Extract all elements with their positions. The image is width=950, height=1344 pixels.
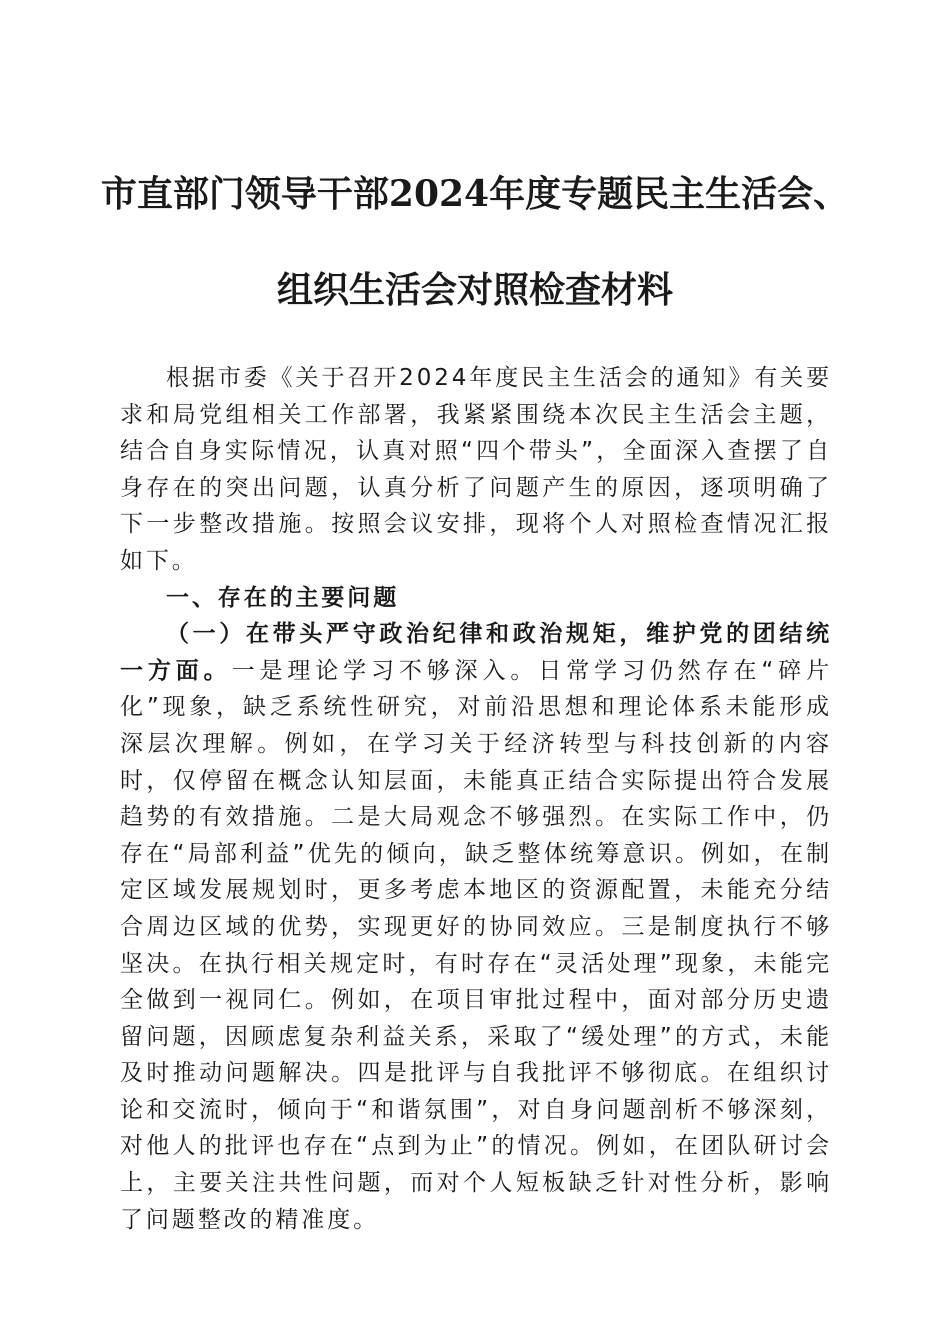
subsection-heading: （一）在带头严守政治纪律和政治规矩，维护党的团结统一方面。 — [120, 621, 832, 684]
document-title-line-1: 市直部门领导干部2024年度专题民主生活会、 — [100, 173, 850, 215]
section-heading: 一、存在的主要问题 — [166, 584, 400, 611]
subsection-paragraph — [120, 616, 832, 1238]
intro-paragraph: 根据市委《关于召开2024年度民主生活会的通知》有关要求和局党组相关工作部署，我紧紧围绕本次民主生活会主题，结合自身实际情况，认真对照“四个带头”，全面深入查摆了自身存在的突出问题，认真分析了问题产生的原因，逐项明确了下一步整改措施。按照会议安排，现将个人对照检查情况汇报如下。 — [120, 365, 832, 574]
document-body — [120, 360, 832, 1238]
document-title-line-2: 组织生活会对照检查材料 — [276, 269, 673, 311]
subsection-text: 一是理论学习不够深入。日常学习仍然存在“碎片化”现象，缺乏系统性研究，对前沿思想和理论体系未能形成深层次理解。例如，在学习关于经济转型与科技创新的内容时，仅停留在概念认知层面，未能真正结合实际提出符合发展趋势的有效措施。二是大局观念不够强烈。在实际工作中，仍存在“局部利益”优先的倾向，缺乏整体统筹意识。例如，在制定区域发展规划时，更多考虑本地区的资源配置，未能充分结合周边区域的优势，实现更好的协同效应。三是制度执行不够坚决。在执行相关规定时，有时存在“灵活处理”现象，未能完全做到一视同仁。例如，在项目审批过程中，面对部分历史遗留问题，因顾虑复杂利益关系，采取了“缓处理”的方式，未能及时推动问题解决。四是批评与自我批评不够彻底。在组织讨论和交流时，倾向于“和谐氛围”，对自身问题剖析不够深刻，对他人的批评也存在“点到为止”的情况。例如，在团队研讨会上，主要关注共性问题，而对个人短板缺乏针对性分析，影响了问题整改的精准度。 — [120, 657, 833, 1233]
